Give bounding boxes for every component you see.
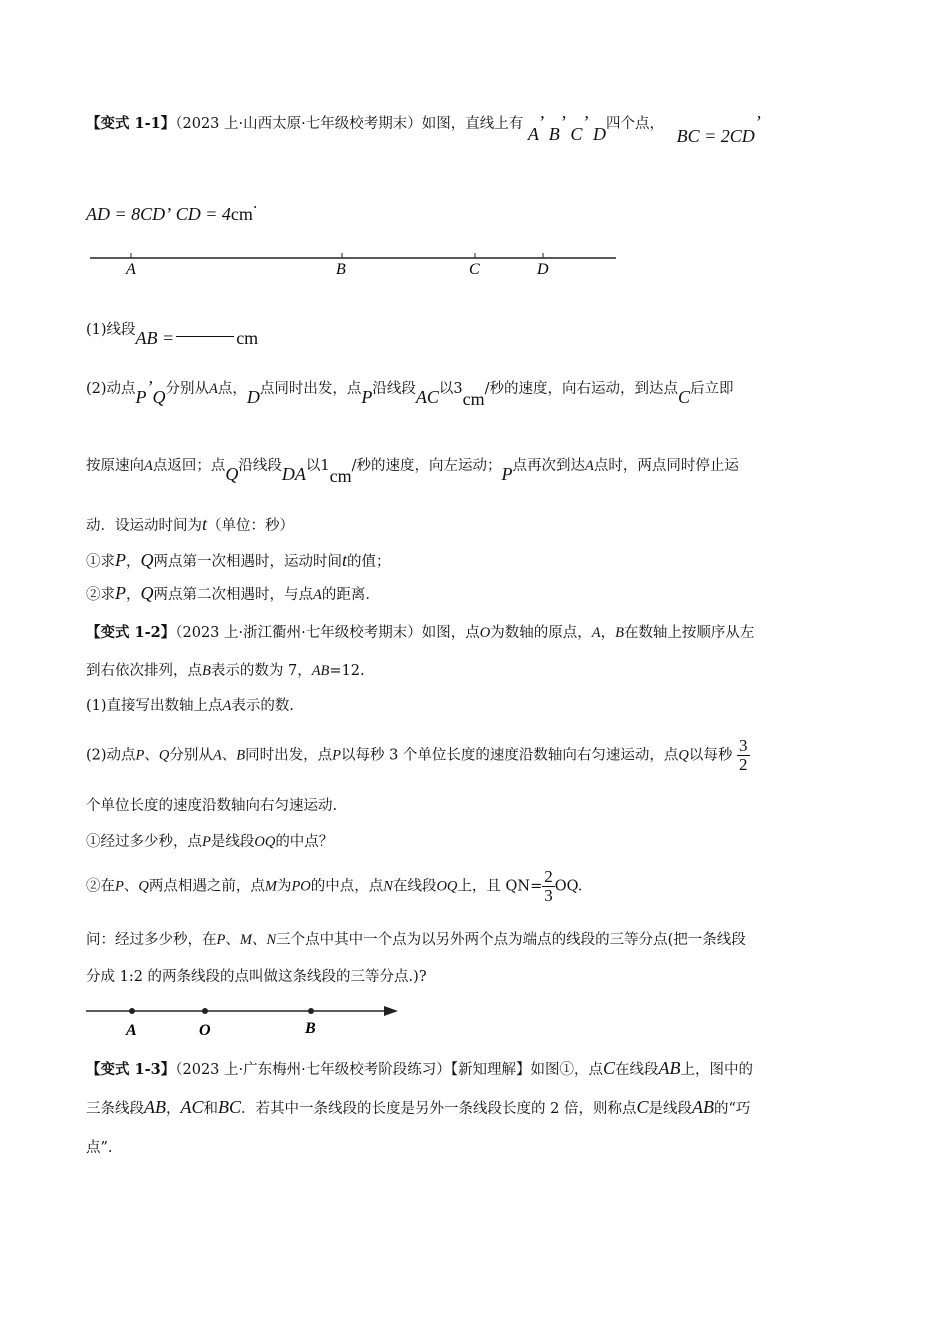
text: 分别从 xyxy=(165,381,210,397)
var-P: P xyxy=(135,747,145,764)
var-P: P xyxy=(332,747,341,764)
v11-tag: 【变式 1-1】 xyxy=(86,115,176,132)
v13-line-1 xyxy=(86,1058,753,1079)
sep: 、 xyxy=(221,747,237,764)
v11-q1 xyxy=(86,318,259,348)
text: 为数轴的原点， xyxy=(490,625,592,641)
var-C: C xyxy=(678,387,691,407)
var-B: B xyxy=(615,625,624,641)
sep: ， xyxy=(166,1101,181,1117)
sep: ， xyxy=(126,587,141,603)
text: ②在 xyxy=(86,878,115,895)
unit-cm: cm xyxy=(329,466,352,486)
var-DA: DA xyxy=(281,464,306,484)
frac-num: 2 xyxy=(544,867,553,886)
text: 的“巧 xyxy=(714,1101,751,1117)
var-P: P xyxy=(115,878,124,895)
axis-point-O xyxy=(202,1008,208,1014)
text: 点再次到达 xyxy=(512,458,585,474)
text: 和 xyxy=(203,1101,219,1117)
text: (1)直接写出数轴上点 xyxy=(86,698,223,714)
v11-point-C: C xyxy=(570,124,583,144)
text: 的距离． xyxy=(321,587,380,603)
var-A: A xyxy=(144,458,153,474)
frac-den: 2 xyxy=(739,755,748,774)
text: （单位：秒） xyxy=(207,518,295,534)
var-Q: Q xyxy=(678,747,689,764)
num-3: 3 xyxy=(453,381,463,397)
v12-q2-line-1 xyxy=(86,737,750,774)
text: 三条线段 xyxy=(86,1101,144,1117)
var-AC: AC xyxy=(180,1097,204,1117)
text: ②求 xyxy=(86,587,115,603)
num-1: 1 xyxy=(320,458,330,474)
frac-den: 3 xyxy=(544,886,553,905)
var-AB: AB xyxy=(311,663,330,679)
var-P: P xyxy=(216,932,226,948)
text: 上，且 QN= xyxy=(457,878,543,895)
comma: ’ xyxy=(538,112,545,132)
var-t: t xyxy=(202,514,208,534)
v12-tag: 【变式 1-2】 xyxy=(86,624,176,641)
text: 个单位长度的速度沿数轴向右匀速运动. xyxy=(86,798,338,814)
var-C: C xyxy=(636,1097,649,1117)
text: （2023 上·广东梅州·七年级校考阶段练习）【新知理解】如图①，点 xyxy=(175,1062,603,1078)
var-A: A xyxy=(591,625,601,641)
text: 沿线段 xyxy=(238,458,282,474)
text: /秒的速度，向右运动，到达点 xyxy=(484,381,679,397)
var-B: B xyxy=(202,663,211,679)
dot: · xyxy=(252,200,258,216)
text: 沿线段 xyxy=(372,381,416,397)
sep: 、 xyxy=(144,747,159,764)
var-Q: Q xyxy=(138,878,149,895)
fraction-2-3 xyxy=(542,868,555,905)
text: OQ. xyxy=(554,878,583,895)
v13-line-2 xyxy=(86,1097,750,1118)
var-BC: BC xyxy=(218,1097,242,1117)
var-t: t xyxy=(342,550,348,570)
var-P: P xyxy=(115,583,126,603)
text: 点同时出发，点 xyxy=(259,381,362,397)
var-A: A xyxy=(212,747,222,764)
fig-label-D: D xyxy=(537,261,549,278)
text: 同时出发，点 xyxy=(245,747,333,764)
text: (2)动点 xyxy=(86,747,136,764)
axis-point-A xyxy=(129,1008,135,1014)
var-N: N xyxy=(266,932,277,948)
v11-line-2 xyxy=(86,200,258,225)
v11-line-1 xyxy=(86,112,761,146)
text: 问：经过多少秒，在 xyxy=(86,932,217,948)
v12-number-line xyxy=(0,998,950,1042)
text: 点返回；点 xyxy=(152,458,226,474)
var-M: M xyxy=(264,878,277,895)
v11-q2-line-2 xyxy=(86,454,739,486)
v12-ask-2 xyxy=(86,965,427,986)
fig-label-B: B xyxy=(336,261,346,278)
var-P: P xyxy=(202,834,211,850)
v11-sub-1 xyxy=(86,550,391,571)
axis-label-O: O xyxy=(199,1022,211,1039)
fraction-3-2 xyxy=(737,737,750,774)
var-OQ: OQ xyxy=(254,834,276,850)
v11-point-B: B xyxy=(548,124,560,144)
text: 以每秒 xyxy=(688,747,733,764)
text: ， xyxy=(600,625,616,641)
text: ．若其中一条线段的长度是另外一条线段长度的 2 倍，则称点 xyxy=(241,1101,637,1117)
axis-label-B: B xyxy=(305,1020,316,1037)
text: 是线段 xyxy=(648,1101,692,1117)
axis-label-A: A xyxy=(126,1022,137,1039)
v12-line-2 xyxy=(86,659,365,680)
text: 按原速向 xyxy=(86,458,144,474)
text: (2)动点 xyxy=(86,381,136,397)
text: 在线段 xyxy=(615,1062,659,1078)
text: 以 xyxy=(438,381,454,397)
unit-cm: cm xyxy=(236,328,259,348)
fig-label-A: A xyxy=(126,261,136,278)
v12-sub-2 xyxy=(86,868,582,905)
text: （2023 上·浙江衢州·七年级校考期末）如图，点 xyxy=(175,625,480,641)
text: 以 xyxy=(305,458,321,474)
v11-four-points: 四个点， xyxy=(606,116,665,132)
var-Q: Q xyxy=(158,747,170,764)
text: ①经过多少秒，点 xyxy=(86,834,202,850)
text: 后立即 xyxy=(690,381,734,397)
text: 点”. xyxy=(86,1140,113,1156)
sep: 、 xyxy=(123,878,139,895)
var-B: B xyxy=(236,747,246,764)
text: 三个点中其中一个点为以另外两个点为端点的线段的三等分点(把一条线段 xyxy=(276,932,746,948)
var-N: N xyxy=(383,878,393,895)
v12-line-1 xyxy=(86,621,754,642)
var-M: M xyxy=(239,932,252,948)
text: 点时，两点同时停止运 xyxy=(593,458,739,474)
v11-line-figure xyxy=(0,246,950,286)
text: 到右依次排列，点 xyxy=(86,663,202,679)
var-A: A xyxy=(313,587,322,603)
var-O: O xyxy=(479,625,491,641)
text: 的中点？ xyxy=(275,834,334,850)
v11-eq-cd: CD = 4 xyxy=(175,204,231,224)
var-AB: AB xyxy=(692,1097,714,1117)
text: =12. xyxy=(329,663,365,679)
v11-q2-line-1 xyxy=(86,377,734,409)
var-OQ: OQ xyxy=(436,878,458,895)
v13-line-3 xyxy=(86,1136,113,1157)
v12-q1 xyxy=(86,694,294,715)
text: 动．设运动时间为 xyxy=(86,518,202,534)
var-D: D xyxy=(246,387,260,407)
var-AB: AB xyxy=(144,1097,166,1117)
sep: ， xyxy=(126,554,141,570)
v11-source: （2023 上·山西太原·七年级校考期末）如图，直线上有 xyxy=(175,116,524,132)
text: ①求 xyxy=(86,554,115,570)
comma: ’ xyxy=(559,112,566,132)
axis-point-B xyxy=(308,1008,314,1014)
v11-sub-2 xyxy=(86,583,380,604)
text: 为 xyxy=(276,878,292,895)
sep: 、 xyxy=(251,932,267,948)
text: 表示的数. xyxy=(231,698,295,714)
v11-q1-prefix: (1)线段 xyxy=(86,322,136,338)
var-P: P xyxy=(135,387,147,407)
v11-q2-line-3 xyxy=(86,514,294,535)
v13-tag: 【变式 1-3】 xyxy=(86,1061,176,1078)
var-A: A xyxy=(209,381,218,397)
var-Q: Q xyxy=(225,464,239,484)
text: 两点第一次相遇时，运动时间 xyxy=(153,554,342,570)
v11-unit: cm xyxy=(230,204,253,224)
var-PO: PO xyxy=(291,878,311,895)
axis-arrow-icon xyxy=(384,1006,398,1016)
text: 分成 1:2 的两条线段的点叫做这条线段的三等分点.)? xyxy=(86,969,427,985)
var-AB: AB xyxy=(658,1058,681,1078)
v11-eq-ad: AD = 8CD xyxy=(86,204,166,224)
text: /秒的速度，向左运动； xyxy=(351,458,502,474)
text: 的中点，点 xyxy=(310,878,384,895)
var-Q: Q xyxy=(152,387,166,407)
text: 表示的数为 7， xyxy=(210,663,312,679)
text: 两点相遇之前，点 xyxy=(148,878,265,895)
var-Q: Q xyxy=(140,550,154,570)
v11-eq-bc: BC = 2CD xyxy=(676,126,755,146)
v12-ask-1 xyxy=(86,928,746,949)
unit-cm: cm xyxy=(462,389,485,409)
answer-blank[interactable] xyxy=(176,335,234,337)
text: 在数轴上按顺序从左 xyxy=(623,625,755,641)
text: 两点第二次相遇时，与点 xyxy=(153,587,313,603)
var-P: P xyxy=(501,464,513,484)
comma: ’ xyxy=(754,112,761,132)
sep: 、 xyxy=(225,932,240,948)
v11-q1-ab: AB = xyxy=(135,328,175,348)
var-A: A xyxy=(584,458,594,474)
text: 上，图中的 xyxy=(680,1062,753,1078)
text: 以每秒 3 个单位长度的速度沿数轴向右匀速运动，点 xyxy=(340,747,679,764)
v12-sub-1 xyxy=(86,830,333,851)
var-Q: Q xyxy=(140,583,154,603)
text: 在线段 xyxy=(392,878,437,895)
comma: ’ xyxy=(146,377,153,397)
comma: ’ xyxy=(165,204,172,224)
comma: ’ xyxy=(582,112,589,132)
var-C: C xyxy=(602,1058,615,1078)
v11-point-A: A xyxy=(527,124,539,144)
var-A: A xyxy=(222,698,232,714)
text: 点， xyxy=(217,381,247,397)
v11-point-D: D xyxy=(593,124,607,144)
text: 是线段 xyxy=(210,834,255,850)
v12-q2-line-2 xyxy=(86,794,337,815)
frac-num: 3 xyxy=(739,736,748,755)
var-P: P xyxy=(361,387,373,407)
var-P: P xyxy=(115,550,126,570)
text: 的值； xyxy=(347,554,391,570)
var-AC: AC xyxy=(415,387,439,407)
fig-label-C: C xyxy=(469,261,480,278)
text: 分别从 xyxy=(169,747,213,764)
